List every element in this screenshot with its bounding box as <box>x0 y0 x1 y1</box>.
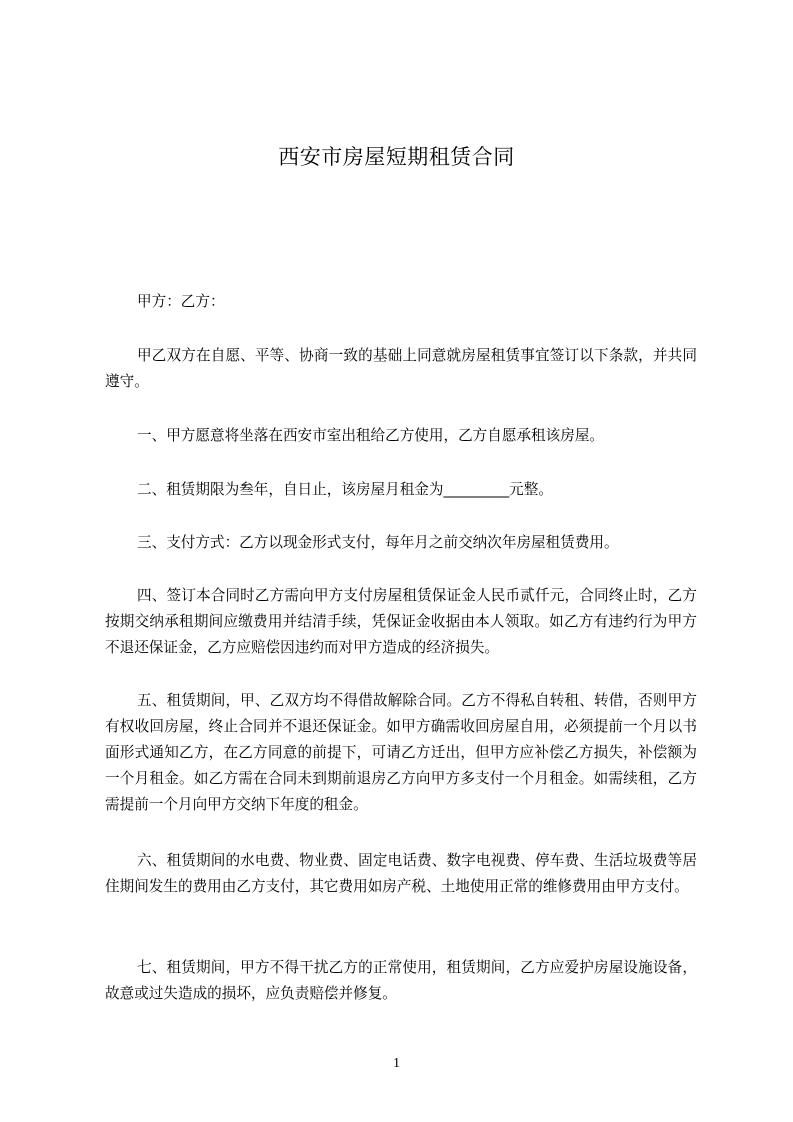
clause-1: 一、甲方愿意将坐落在西安市室出租给乙方使用，乙方自愿承租该房屋。 <box>137 427 605 444</box>
clause-4: 四、签订本合同时乙方需向甲方支付房屋租赁保证金人民币贰仟元，合同终止时，乙方按期交纳承租期间应缴费用并结清手续，凭保证金收据由本人领取。如乙方有违约行为甲方不退还保证金，乙方应赔偿因违约而对甲方造成的经济损失。 <box>105 587 697 656</box>
document-title: 西安市房屋短期租赁合同 <box>278 145 515 169</box>
clause-7: 七、租赁期间，甲方不得干扰乙方的正常使用，租赁期间，乙方应爱护房屋设施设备，故意或过失造成的损坏，应负责赔偿并修复。 <box>105 959 697 1002</box>
page-number: 1 <box>393 1056 400 1071</box>
parties-line: 甲方：乙方： <box>137 293 225 310</box>
clause-2: 二、租赁期限为叁年，自日止，该房屋月租金为_________元整。 <box>137 481 553 498</box>
clause-5: 五、租赁期间，甲、乙双方均不得借故解除合同。乙方不得私自转租、转借，否则甲方有权收回房屋，终止合同并不退还保证金。如甲方确需收回房屋自用，必须提前一个月以书面形式通知乙方，在乙方同意的前提下，可请乙方迁出，但甲方应补偿乙方损失，补偿额为一个月租金。如乙方需在合同未到期前退房乙方向甲方多支付一个月租金。如需续租，乙方需提前一个月向甲方交纳下年度的租金。 <box>105 692 697 813</box>
clause-6: 六、租赁期间的水电费、物业费、固定电话费、数字电视费、停车费、生活垃圾费等居住期间发生的费用由乙方支付，其它费用如房产税、土地使用正常的维修费用由甲方支付。 <box>105 852 697 895</box>
intro-paragraph: 甲乙双方在自愿、平等、协商一致的基础上同意就房屋租赁事宜签订以下条款，并共同遵守。 <box>105 347 697 390</box>
clause-3: 三、支付方式：乙方以现金形式支付，每年月之前交纳次年房屋租赁费用。 <box>137 534 619 551</box>
